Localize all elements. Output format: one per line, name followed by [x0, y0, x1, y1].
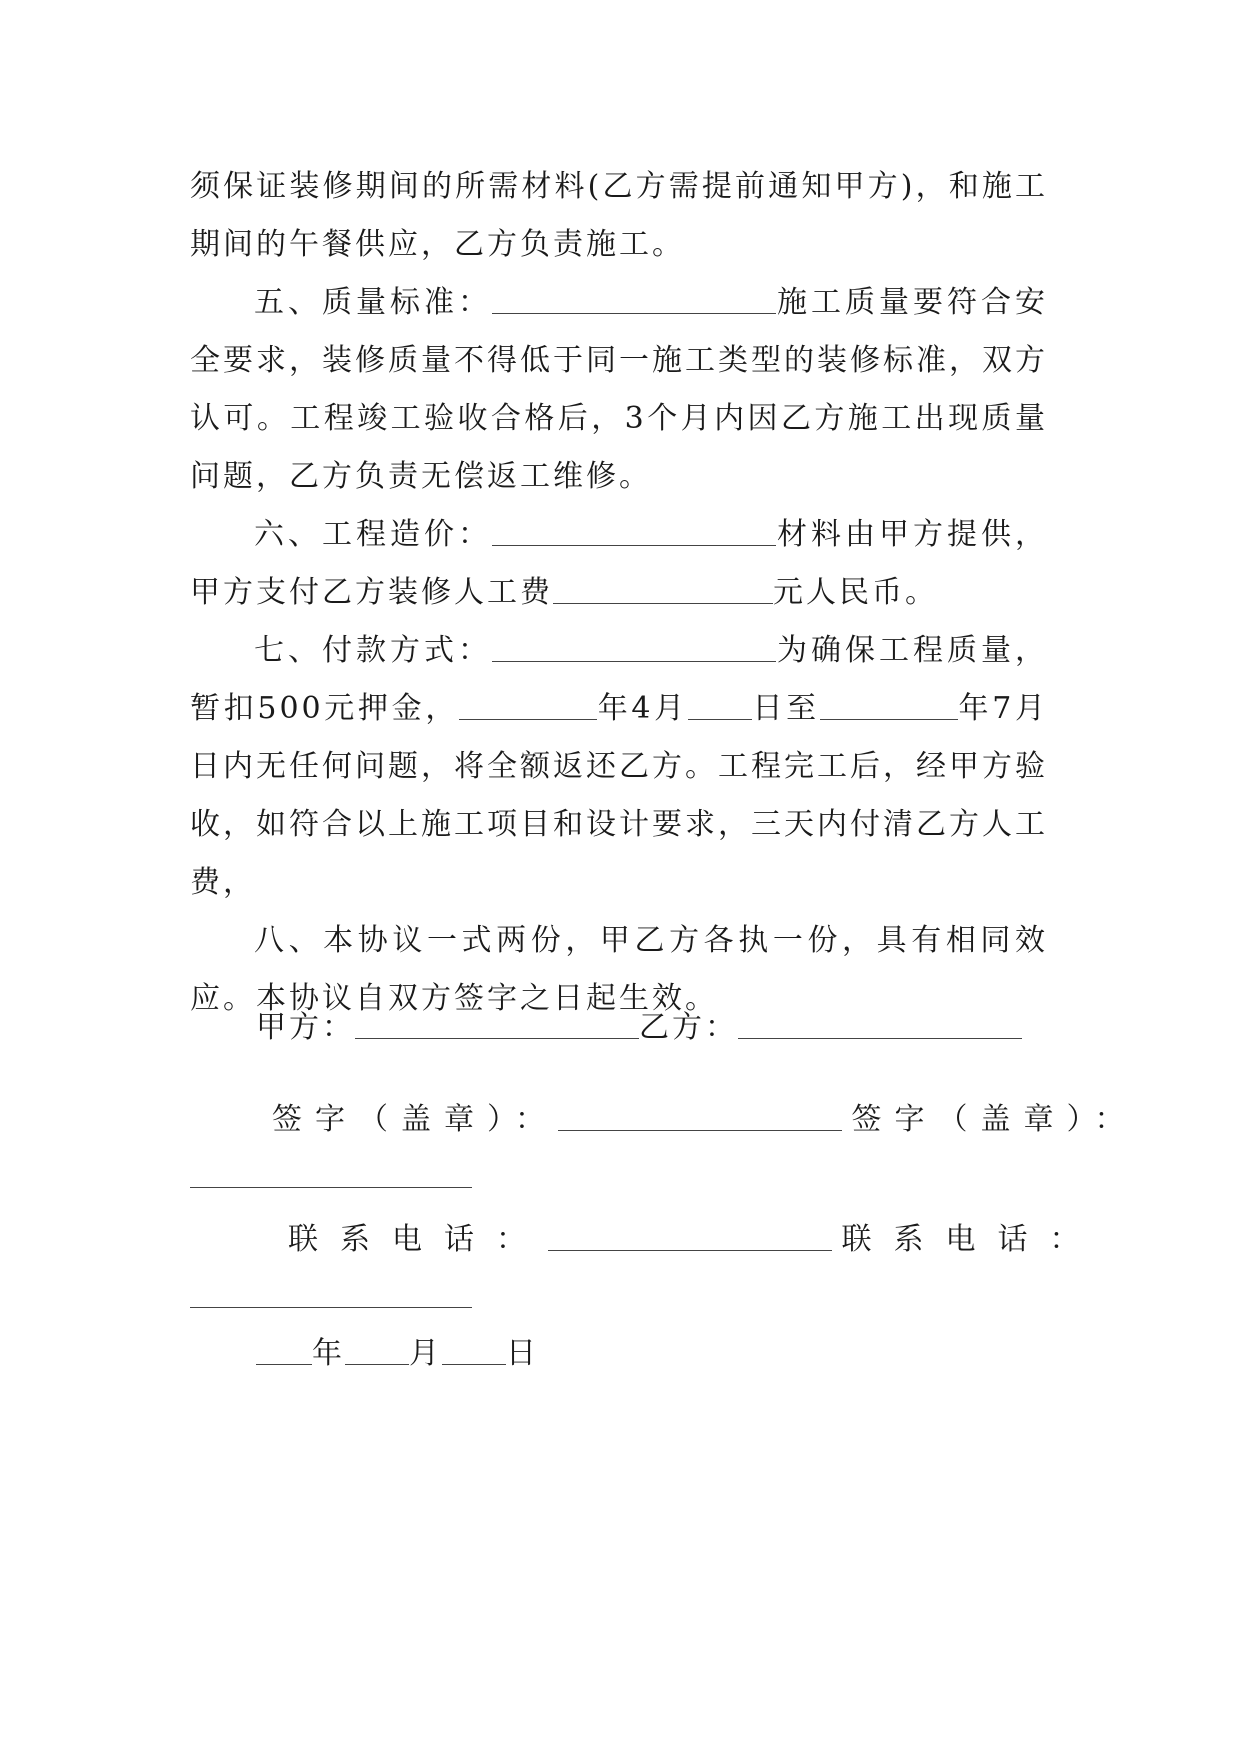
party-a-blank	[355, 1008, 639, 1039]
party-a-phone-label: 联系电话：	[288, 1222, 548, 1257]
clause-5-quality	[190, 274, 1048, 506]
clause-5-heading: 五、质量标准：	[254, 285, 492, 320]
party-b-blank	[738, 1008, 1022, 1039]
party-a-phone-blank	[548, 1220, 832, 1251]
party-b-label: 乙方：	[639, 1010, 738, 1045]
date-day-label: 日	[506, 1336, 539, 1371]
signature-row	[272, 1094, 1138, 1138]
clause-7-april: 年4月	[597, 691, 688, 726]
party-b-phone-blank	[190, 1306, 472, 1308]
date-month-blank	[345, 1334, 409, 1365]
document-body	[190, 158, 1048, 1028]
payment-method-blank	[492, 631, 776, 662]
clause-7-text: 年7月日内无任何问题，将全额返还乙方。工程完工后，经甲方验收，如符合以上施工项目和设计要求，三天内付清乙方人工费，	[190, 691, 1048, 900]
deposit-start-year-blank	[459, 689, 597, 720]
party-a-signature-label: 签字（盖章）：	[272, 1102, 558, 1137]
clause-7-payment	[190, 622, 1048, 912]
clause-5-text: 施工质量要符合安全要求，装修质量不得低于同一施工类型的装修标准，双方认可。工程竣工验收合格后，3个月内因乙方施工出现质量问题，乙方负责无偿返工维修。	[190, 285, 1048, 494]
clause-4-continuation: 须保证装修期间的所需材料(乙方需提前通知甲方)，和施工期间的午餐供应，乙方负责施工。	[190, 169, 1048, 262]
clause-7-deposit: 为确保工程质量，暂扣500元押金，	[190, 633, 1048, 726]
project-cost-blank	[492, 515, 776, 546]
party-b-phone-label: 联系电话：	[841, 1222, 1102, 1257]
clause-6-cost	[190, 506, 1048, 622]
clause-7-until: 日至	[751, 691, 820, 726]
quality-standard-blank	[492, 283, 776, 314]
phone-row	[288, 1214, 1102, 1258]
date-year-blank	[256, 1334, 312, 1365]
date-day-blank	[442, 1334, 506, 1365]
party-b-signature-blank	[190, 1186, 472, 1188]
deposit-start-day-blank	[688, 689, 752, 720]
date-line	[256, 1328, 539, 1372]
clause-8-copies: 八、本协议一式两份，甲乙方各执一份，具有相同效应。本协议自双方签字之日起生效。	[190, 923, 1048, 1016]
party-a-signature-blank	[558, 1100, 842, 1131]
deposit-end-year-blank	[820, 689, 958, 720]
party-a-label: 甲方：	[256, 1010, 355, 1045]
labor-fee-blank	[553, 573, 773, 604]
clause-6-heading: 六、工程造价：	[254, 517, 492, 552]
date-year-label: 年	[312, 1336, 345, 1371]
date-month-label: 月	[409, 1336, 442, 1371]
party-row	[256, 1002, 1022, 1046]
clause-7-heading: 七、付款方式：	[254, 633, 492, 668]
clause-6-currency: 元人民币。	[773, 575, 938, 610]
clause-6-text: 材料由甲方提供，甲方支付乙方装修人工费	[190, 517, 1048, 610]
party-b-signature-label: 签字（盖章）：	[851, 1102, 1138, 1137]
